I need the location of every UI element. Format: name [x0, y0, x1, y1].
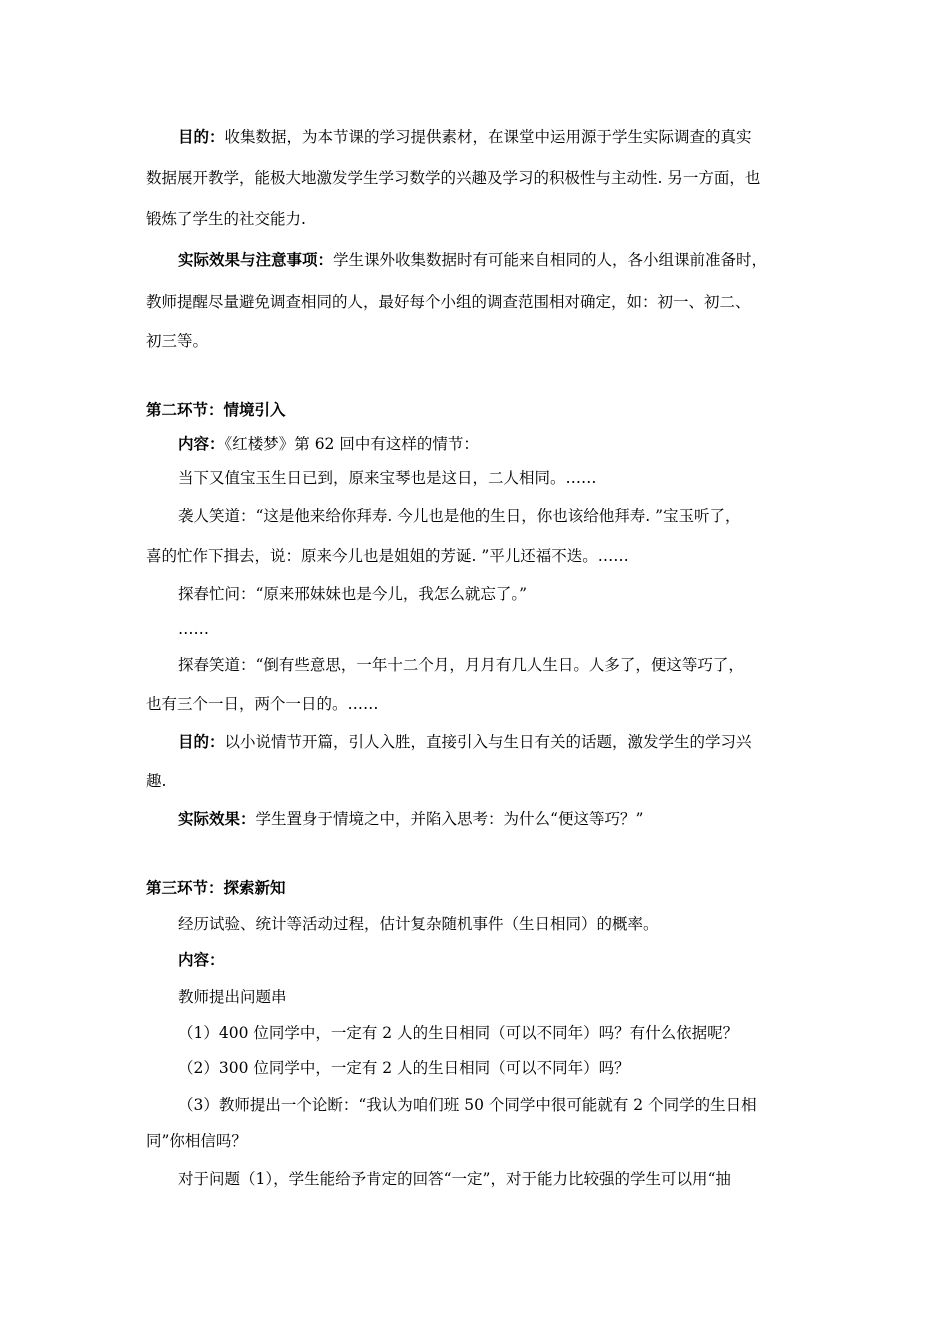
text-line: 同”你相信吗？ [146, 1132, 247, 1150]
paragraph-content-2 [178, 434, 479, 454]
text-line: 趣. [146, 772, 167, 790]
quote-line: 当下又值宝玉生日已到，原来宝琴也是这日，二人相同。…… [178, 469, 597, 487]
effect-text: 学生置身于情境之中，并陷入思考：为什么“便这等巧？” [255, 810, 644, 828]
purpose-text: 以小说情节开篇，引人入胜，直接引入与生日有关的话题，激发学生的学习兴 [224, 733, 752, 751]
purpose-text: 收集数据，为本节课的学习提供素材，在课堂中运用源于学生实际调查的真实 [224, 128, 752, 146]
quote-line: …… [178, 620, 209, 638]
paragraph-purpose-1 [178, 127, 752, 147]
quote-line: 探春笑道：“倒有些意思，一年十二个月，月月有几人生日。人多了，便这等巧了， [178, 656, 744, 674]
intro-line: 经历试验、统计等活动过程，估计复杂随机事件（生日相同）的概率。 [178, 915, 659, 933]
effect-label: 实际效果： [178, 809, 256, 828]
section-heading-2: 第二环节：情境引入 [146, 400, 286, 419]
effect-label: 实际效果与注意事项： [178, 250, 334, 269]
effect-text: 学生课外收集数据时有可能来自相同的人，各小组课前准备时， [333, 251, 768, 269]
quote-line: 探春忙问：“原来邢妹妹也是今儿，我怎么就忘了。” [178, 585, 528, 603]
text-line: 教师提醒尽量避免调查相同的人，最好每个小组的调查范围相对确定，如：初一、初二、 [146, 293, 751, 311]
text-line: 锻炼了学生的社交能力. [146, 210, 306, 228]
paragraph-effect-1 [178, 250, 767, 270]
quote-line: 袭人笑道：“这是他来给你拜寿. 今儿也是他的生日，你也该给他拜寿. ”宝玉听了， [178, 507, 741, 525]
question-2: （2）300 位同学中，一定有 2 人的生日相同（可以不同年）吗？ [178, 1059, 630, 1077]
question-1: （1）400 位同学中，一定有 2 人的生日相同（可以不同年）吗？有什么依据呢？ [178, 1024, 739, 1042]
paragraph-effect-2 [178, 809, 643, 829]
text-line: 对于问题（1），学生能给予肯定的回答“一定”，对于能力比较强的学生可以用“抽 [178, 1170, 731, 1188]
text-line: 初三等。 [146, 332, 209, 350]
quote-line: 喜的忙作下揖去，说：原来今儿也是姐姐的芳诞. ”平儿还福不迭。…… [146, 547, 629, 565]
section-heading-3: 第三环节：探索新知 [146, 878, 286, 897]
purpose-label: 目的： [178, 732, 225, 751]
paragraph-purpose-2 [178, 732, 752, 752]
quote-line: 也有三个一日，两个一日的。…… [146, 695, 379, 713]
content-label: 内容： [178, 950, 225, 969]
question-3: （3）教师提出一个论断：“我认为咱们班 50 个同学中很可能就有 2 个同学的生日相 [178, 1096, 757, 1114]
content-text: 《红楼梦》第 62 回中有这样的情节： [224, 435, 479, 453]
text-line: 教师提出问题串 [178, 988, 287, 1006]
content-label: 内容： [178, 434, 225, 453]
text-line: 数据展开教学，能极大地激发学生学习数学的兴趣及学习的积极性与主动性. 另一方面，也 [146, 169, 761, 187]
purpose-label: 目的： [178, 127, 225, 146]
